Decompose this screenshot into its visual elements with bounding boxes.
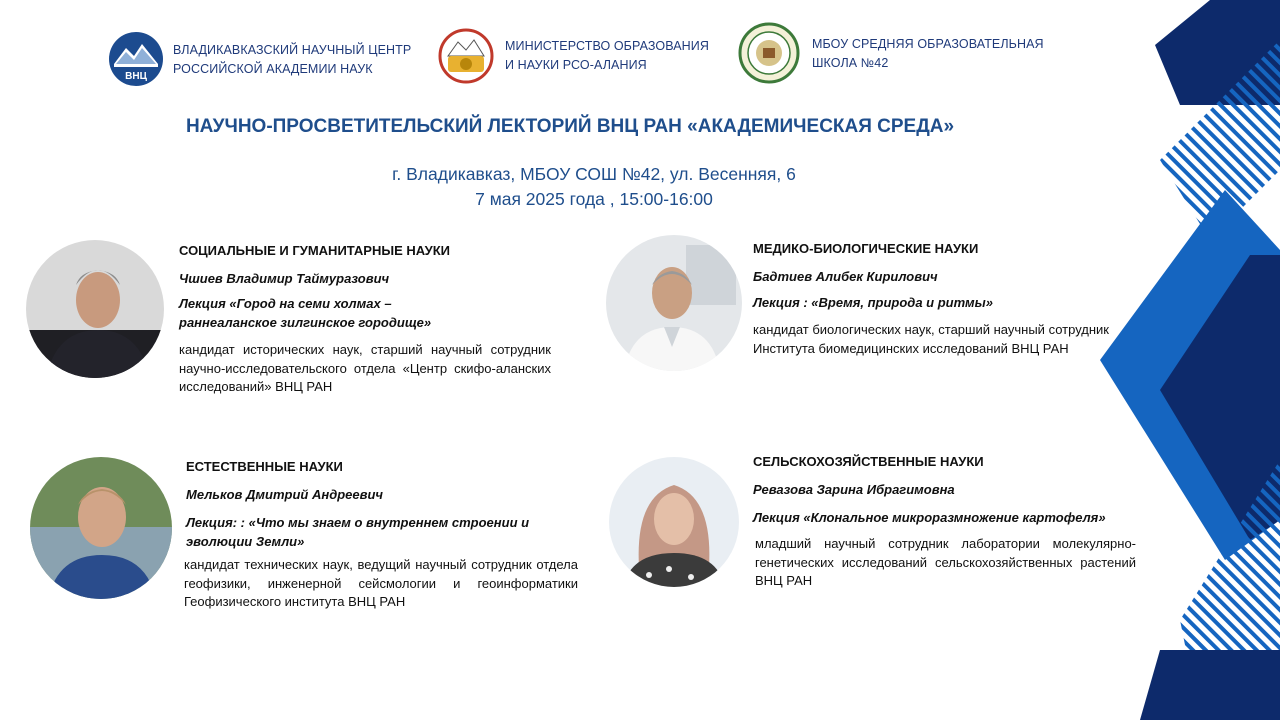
lecture-2-title-line1: Лекция : «Время, природа и ритмы» bbox=[753, 295, 993, 310]
org1-name bbox=[173, 41, 411, 79]
lecture-3-field: ЕСТЕСТВЕННЫЕ НАУКИ bbox=[186, 459, 343, 474]
lecture-4-speaker: Ревазова Зарина Ибрагимовна bbox=[753, 482, 955, 497]
lecture-4-description: младший научный сотрудник лаборатории молекулярно-генетических исследований сельскохозяйственных растений ВНЦ РАН bbox=[755, 536, 1136, 588]
page-title: НАУЧНО-ПРОСВЕТИТЕЛЬСКИЙ ЛЕКТОРИЙ ВНЦ РАН «АКАДЕМИЧЕСКАЯ СРЕДА» bbox=[185, 116, 955, 137]
lecture-3-description: кандидат технических наук, ведущий научный сотрудник отдела геофизики, инженерной сейсмологии и геоинформатики Геофизического института ВНЦ РАН bbox=[184, 557, 578, 609]
org1-line2: РОССИЙСКОЙ АКАДЕМИИ НАУК bbox=[173, 62, 373, 76]
org1-line1: ВЛАДИКАВКАЗСКИЙ НАУЧНЫЙ ЦЕНТР bbox=[173, 43, 412, 57]
decorative-shapes bbox=[1100, 0, 1280, 720]
ministry-emblem bbox=[438, 28, 494, 84]
speaker-photo bbox=[606, 235, 742, 371]
speaker-photo bbox=[30, 457, 172, 599]
lecture-3-title bbox=[186, 513, 529, 551]
lecture-2-description: кандидат биологических наук, старший научный сотрудник Института биомедицинских исследований ВНЦ РАН bbox=[753, 322, 1109, 356]
venue-datetime: 7 мая 2025 года , 15:00-16:00 bbox=[475, 189, 713, 209]
lecture-1-title-line1: Лекция «Город на семи холмах – bbox=[179, 296, 392, 311]
speaker-photo bbox=[26, 240, 164, 378]
lecture-4-title bbox=[753, 508, 1106, 527]
org3-line2: ШКОЛА №42 bbox=[812, 56, 889, 70]
lecture-4-title-line1: Лекция «Клональное микроразмножение картофеля» bbox=[753, 510, 1106, 525]
lecture-1-field: СОЦИАЛЬНЫЕ И ГУМАНИТАРНЫЕ НАУКИ bbox=[179, 243, 451, 258]
lecture-1-description: кандидат исторических наук, старший научный сотрудник научно-исследовательского отдела «Центр скифо-аланских исследований» ВНЦ РАН bbox=[179, 342, 551, 394]
org2-line2: И НАУКИ РСО-АЛАНИЯ bbox=[505, 58, 647, 72]
school-emblem bbox=[738, 22, 800, 84]
lecture-3-title-line1: Лекция: : «Что мы знаем о внутреннем строении и bbox=[186, 515, 530, 530]
lecture-2-title bbox=[753, 293, 993, 312]
org2-name bbox=[505, 37, 709, 75]
vnc-logo bbox=[108, 30, 164, 88]
org3-line1: МБОУ СРЕДНЯЯ ОБРАЗОВАТЕЛЬНАЯ bbox=[812, 37, 1044, 51]
lecture-1-title bbox=[179, 294, 431, 332]
lecture-3-speaker: Мельков Дмитрий Андреевич bbox=[186, 487, 384, 502]
venue-address: г. Владикавказ, МБОУ СОШ №42, ул. Весенняя, 6 bbox=[392, 164, 796, 184]
lecture-1-title-line2: раннеаланское зилгинское городище» bbox=[179, 315, 432, 330]
lecture-3-title-line2: эволюции Земли» bbox=[186, 534, 305, 549]
vnc-logo-text: ВНЦ bbox=[125, 71, 147, 82]
org3-name bbox=[812, 35, 1044, 73]
lecture-2-speaker: Бадтиев Алибек Кирилович bbox=[753, 269, 938, 284]
lecture-2-field: МЕДИКО-БИОЛОГИЧЕСКИЕ НАУКИ bbox=[753, 241, 979, 256]
lecture-1-speaker: Чшиев Владимир Таймуразович bbox=[179, 271, 390, 286]
lecture-4-field: СЕЛЬСКОХОЗЯЙСТВЕННЫЕ НАУКИ bbox=[753, 454, 984, 469]
org2-line1: МИНИСТЕРСТВО ОБРАЗОВАНИЯ bbox=[505, 39, 710, 53]
speaker-photo bbox=[609, 457, 739, 587]
